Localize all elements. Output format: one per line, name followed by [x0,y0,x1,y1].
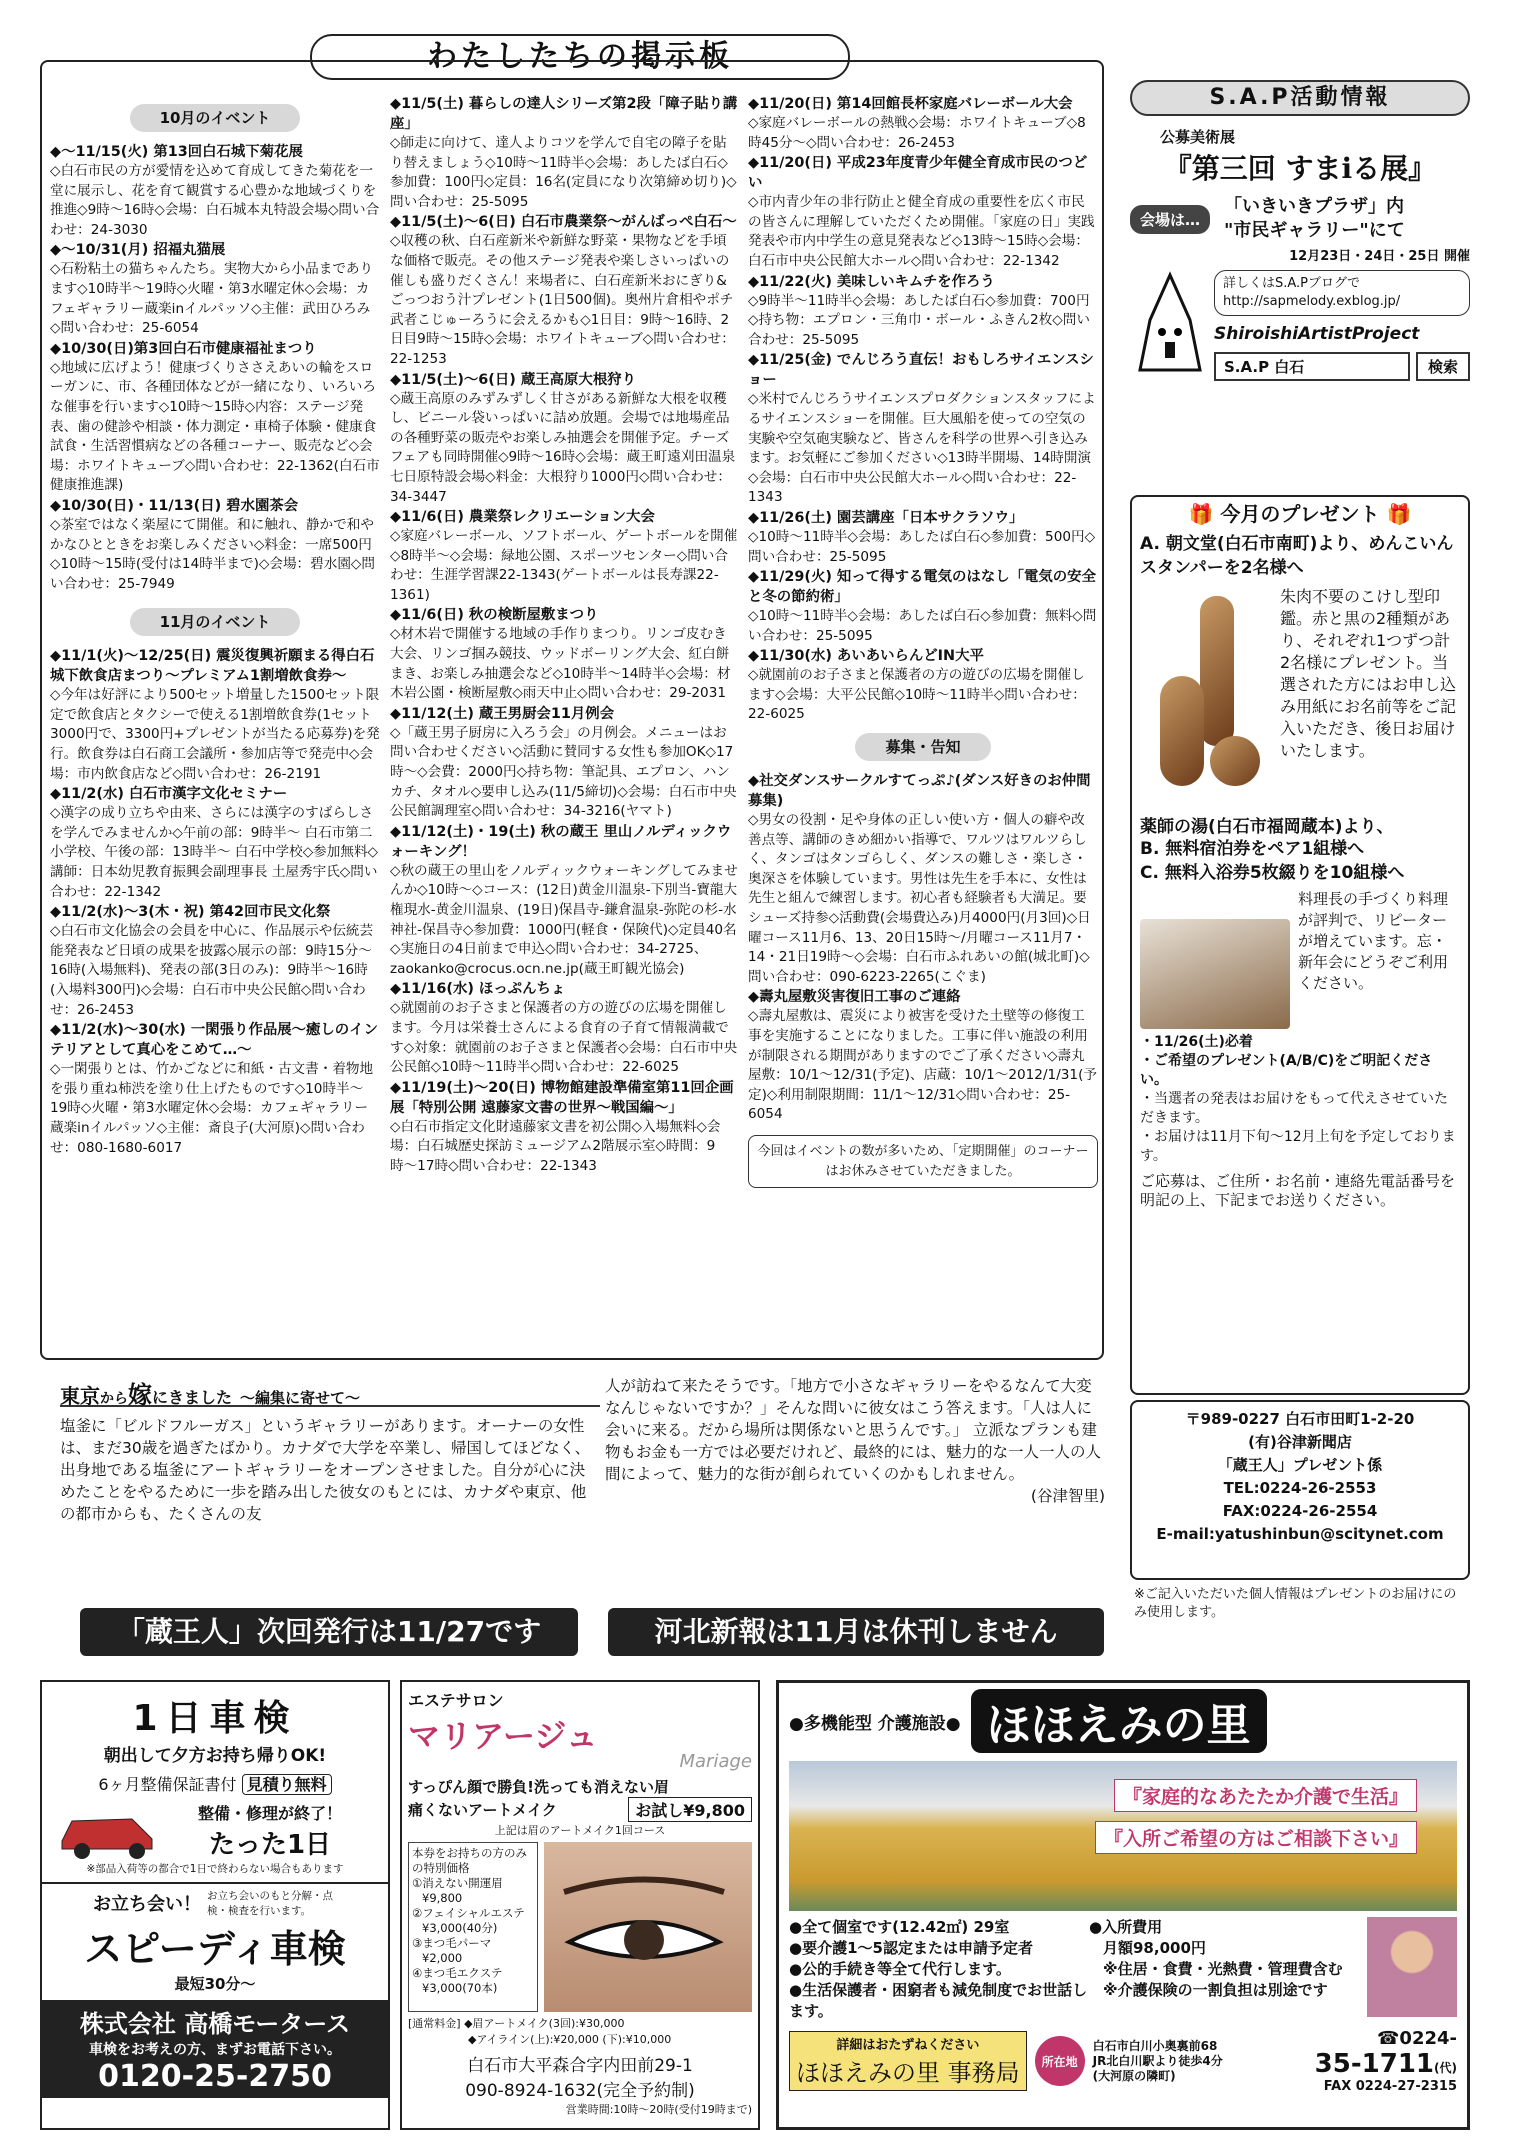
contact-email[interactable]: E-mail:yatushinbun@scitynet.com [1156,1525,1444,1543]
right-event [748,508,1098,567]
event-body: ◇米村でんじろうサイエンスプロダクションスタッフによるサイエンスショーを開催。巨大風船を使っての空気の実験や空気砲実験など、皆さんを科学の世界へ引き込みます。お気軽にご参加ください◇13時半開場、14時開演◇会場：白石市中央公民館大ホール◇問い合わせ：22-1343 [748,391,1096,506]
ad-mariage: エステサロン マリアージュ Mariage すっぴん顔で勝負!洗っても消えない眉 痛くないアートメイク お試し¥9,800 上記は眉のアートメイク1回コース 本券をお持ちの方のみの特別価格 ①消えない開運眉 ¥9,800 ②フェイシャルエステ ¥3,000(40分) ③まつ毛パーマ ¥2,000 ④まつ毛エクステ ¥3,000(70本) [通常料金] ◆眉アートメイク(3回):¥30,000 ◆アイライン(上):¥20,000 (下):¥10,000 白石市大平森合字内田前29-1 090-8924-1632(完全予約制) 営業時間:10時〜20時(受付19時まで) [400,1680,760,2130]
event-title: ◆〜11/15(火) 第13回白石城下菊花展 [50,144,303,160]
event-title: ◆11/2(水)〜30(水) 一閑張り作品展〜癒しのインテリアとして真心をこめて…〜 [50,1022,378,1059]
event-title: ◆11/29(火) 知って得する電気のはなし「電気の安全と冬の節約術」 [748,569,1096,606]
event-body: ◇地域に広げよう！健康づくりささえあいの輪をスローガンに、市、各種団体などが一緒になり、いろいろな催事を行います◇10時〜15時◇内容：ステージ発表、歯の健診や相談・体力測定・車椅子体験・健康食試食・生活習慣病などの各種コーナー、販売など◇会場：ホワイトキューブ◇問い合わせ：22-1362(白石市健康推進課) [50,359,380,494]
sap-blog-bubble: 詳しくはS.A.Pブログで http://sapmelody.exblog.jp/ [1214,270,1470,316]
november-event [50,784,380,902]
sap-search-field[interactable]: S.A.P 白石 [1214,352,1410,381]
sap-dates: 12月23日・24日・25日 開催 [1289,249,1470,264]
october-event [50,240,380,338]
kokeshi-stamp-image [1140,586,1280,806]
event-title: ◆11/12(土) 蔵王男厨会11月例会 [390,705,615,722]
october-event [50,339,380,496]
present-bc-body: 料理長の手づくり料理が評判で、リピーターが増えています。忘・新年会にどうぞご利用ください。 [1298,890,1449,992]
column-middle [390,94,740,1356]
present-bc-head: 薬師の湯(白石市福岡蔵本)より、 [1140,817,1394,837]
venue-line2: "市民ギャラリー"にて [1224,220,1405,241]
middle-event [390,212,740,369]
event-body: ◇壽丸屋敷は、震災により被害を受けた土壁等の修復工事を実施することになりました。工事に伴い施設の利用が制限される期間がありますのでご了承ください◇壽丸屋敷：10/1〜12/31(予定)、店蔵：10/1〜2012/1/31(予定)◇利用制限期間：11/1〜12/31◇問い合わせ：25-6054 [748,1008,1097,1123]
event-title: ◆11/20(日) 第14回館長杯家庭バレーボール大会 [748,96,1073,112]
facility-photo: 『家庭的なあたたか介護で生活』 『入所ご希望の方はご相談下さい』 [789,1761,1457,1911]
event-body: ◇男女の役割・足や身体の正しい使い方・個人の癖や改善点等、講師のきめ細かい指導で、ワルツはワルツらしく、タンゴはタンゴらしく、ダンスの難しさ・楽しさ・奥深さを体験しています。男性は先生を手本に、女性は先生と組んで練習します。初心者も経験者も大満足。要シューズ持参◇活動費(会場費込み)月4000円(月3回)◇日曜コース11月6、13、20日15時〜/月曜コース11月7・14・21日19時〜◇会場：白石市ふれあいの館(城北町)◇問い合わせ：090-6223-2265(こぐま) [748,812,1091,985]
event-body: ◇家庭バレーボールの熱戦◇会場：ホワイトキューブ◇8時45分〜◇問い合わせ：26-2453 [748,115,1086,151]
staff-image [1367,1917,1457,2017]
event-title: ◆11/22(火) 美味しいキムチを作ろう [748,273,995,290]
event-body: ◇漢字の成り立ちや由来、さらには漢字のすばらしさを学んでみませんか◇午前の部：9時半〜 白石市第二小学校、午後の部：13時半〜 白石中学校◇参加無料◇講師：日本幼児教育振興会副理事長 土屋秀宇氏◇問い合わせ：22-1342 [50,805,378,900]
event-body: ◇茶室ではなく楽屋にて開催。和に触れ、静かで和やかなひとときをお楽しみください◇料金：一席500円◇10時〜15時(受付は14時半まで)◇会場：碧水園◇問い合わせ：25-7949 [50,516,375,592]
present-deadline: ・11/26(土)必着 [1140,1034,1253,1050]
mariage-phone[interactable]: 090-8924-1632(完全予約制) [465,2081,695,2101]
event-title: ◆11/5(土) 暮らしの達人シリーズ第2段「障子貼り講座」 [390,96,738,132]
column-right [748,94,1098,1356]
present-box [1130,495,1470,1395]
event-title: ◆11/5(土)〜6(日) 白石市農業祭〜がんばっぺ白石〜 [390,214,737,231]
ad-hohoemi: ●多機能型 介護施設● ほほえみの里 『家庭的なあたたか介護で生活』 『入所ご希望の方はご相談下さい』 ●全て個室です(12.42㎡) 29室 ●要介護1〜5認定または申請予定者 ●公的手続き等全て代行します。 ●生活保護者・困窮者も減免制度でお世話します。 ●入所費用 月額98,000円 ※住居・食費・光熱費・管理費含む ※介護保険の一割負担は別途です 詳細はおたずねください ほほえみの里 事務局 所在地 白石市白川小奥裏前68 JR北白川駅より徒歩4分 (大河原の隣町) ☎0224- 35-1711(代) FAX 0224-27-2315 [776,1680,1470,2130]
notice-box: 今回はイベントの数が多いため、「定期開催」のコーナーはお休みさせていただきました。 [748,1135,1098,1188]
november-event [50,902,380,1020]
right-event [748,350,1098,508]
november-heading: 11月のイベント [50,608,380,636]
event-title: ◆10/30(日)第3回白石市健康福祉まつり [50,340,317,357]
november-event [50,646,380,784]
boshu-event [748,771,1098,987]
essay-title: 東京から嫁にきました 〜編集に寄せて〜 [60,1375,600,1407]
address-box: 〒989-0227 白石市田町1-2-20 (有)谷津新聞店 「蔵王人」プレゼント係 TEL:0224-26-2553 FAX:0224-26-2554 E-mail:yatushinbun@scitynet.com [1130,1400,1470,1580]
middle-event [390,1078,740,1177]
menu-list: 本券をお持ちの方のみの特別価格 ①消えない開運眉 ¥9,800 ②フェイシャルエステ ¥3,000(40分) ③まつ毛パーマ ¥2,000 ④まつ毛エクステ ¥3,000(70本) [408,1842,538,2012]
right-event [748,567,1098,646]
event-body: ◇白石市指定文化財遠藤家文書を初公開◇入場無料◇会場：白石城歴史探訪ミュージアム2階展示室◇時間：9時〜17時◇問い合わせ：22-1343 [390,1118,721,1174]
present-b: B. 無料宿泊券をペア1組様へ [1140,839,1365,859]
privacy-note: ※ご記入いただいた個人情報はプレゼントのお届けにのみ使用します。 [1134,1587,1457,1620]
event-body: ◇秋の蔵王の里山をノルディックウォーキングしてみませんか◇10時〜◇コース：(12日)黄金川温泉-下別当-寶龍大権現水-黄金川温泉、(19日)保昌寺-鎌倉温泉-弥陀の杉-水神社-保昌寺◇参加費：1000円(軽食・保険代)◇定員40名◇実施日の4日前まで申込◇問い合わせ：34-2725、zaokanko@crocus.ocn.ne.jp(蔵王町観光協会) [390,862,738,977]
hohoemi-phone[interactable]: 35-1711(代) [1314,2049,1457,2079]
right-event [748,646,1098,725]
event-title: ◆11/20(日) 平成23年度青少年健全育成市民のつどい [748,155,1088,192]
essay-right: 人が訪ねて来たそうです。「地方で小さなギャラリーをやるなんて大変なんじゃないですか？」そんな問いに彼女はこう答えます。「人は人に会いに来る。だから場所は関係ないと思うんです。」 立派なプランも建物もお金も一方では必要だけれど、最終的には、魅力的な一人一人の人間によって、魅力的な街が創られていくのかもしれません。 (谷津智里) [605,1377,1105,1505]
event-title: ◆社交ダンスサークルすてっぷ♪(ダンス好きのお仲間募集) [748,773,1091,810]
event-body: ◇市内青少年の非行防止と健全育成の重要性を広く市民の皆さんに理解していただくため開催。「家庭の日」実践発表や市内中学生の意見発表など◇13時〜15時◇会場：白石市中央公民館大ホール◇問い合わせ：22-1342 [748,194,1095,269]
gift-icon: 🎁 [1188,502,1214,526]
event-title: ◆11/12(土)・19(土) 秋の蔵王 里山ノルディックウォーキング！ [390,823,732,860]
kahoku-banner: 河北新報は11月は休刊しません [608,1608,1104,1656]
event-title: ◆11/19(土)〜20(日) 博物館建設準備室第11回企画展「特別公開 遠藤家文書の世界〜戦国編〜」 [390,1079,734,1116]
event-body: ◇石粉粘土の猫ちゃんたち。実物大から小品まであります◇10時半〜19時◇火曜・第3水曜定休◇会場：カフェギャラリー蔵楽inイルパッソ◇主催：武田ひろみ◇問い合わせ：25-6054 [50,261,374,337]
right-event [748,272,1098,351]
present-c: C. 無料入浴券5枚綴りを10組様へ [1140,863,1405,883]
shaken-phone[interactable]: 0120-25-2750 [98,2059,332,2094]
present-choose: ・ご希望のプレゼント(A/B/C)をご明記ください。 [1140,1053,1433,1088]
event-title: ◆11/6(日) 秋の検断屋敷まつり [390,607,599,624]
car-icon [52,1801,162,1861]
event-body: ◇師走に向けて、達人よりコツを学んで自宅の障子を貼り替えましょう◇10時〜11時半◇会場：あしたば白石◇参加費：100円◇定員：16名(定員になり次第締め切り)◇問い合わせ：25-5095 [390,135,737,210]
event-title: ◆11/30(水) あいあいらんどIN大平 [748,648,984,665]
event-body: ◇収穫の秋、白石産新米や新鮮な野菜・果物などを手頃な価格で販売。その他ステージ発表や楽しさいっぱいの催しも盛りだくさん！来場者に、白石産新米おにぎり&ごっつおう汁プレゼント(1日500個)。奥州片倉相やポチ武者こじゅーろうに会えるかも◇1日目：9時〜16時、2日目9時〜15時◇会場：ホワイトキューブ◇問い合わせ：22-1253 [390,233,735,367]
middle-event [390,507,740,605]
event-body: ◇家庭バレーボール、ソフトボール、ゲートボールを開催◇8時半〜◇会場：緑地公園、スポーツセンター◇問い合わせ：生涯学習課22-1343(ゲートボールは長寿課22-1361) [390,528,738,603]
sap-exhibit-title: 『第三回 すまiる展』 [1163,152,1437,185]
october-event [50,142,380,240]
boshu-heading: 募集・告知 [748,733,1098,761]
present-notice1: ・当選者の発表はお届けをもって代えさせていただきます。 [1140,1091,1448,1126]
sap-logo: ShiroishiArtistProject [1214,324,1420,344]
november-event [50,1020,380,1158]
event-body: ◇材木岩で開催する地域の手作りまつり。リンゴ皮むき大会、リンゴ掴み競技、ウッドボーリング大会、紅白餅まき、お楽しみ抽選会など◇10時半〜14時半◇会場：材木岩公園・検断屋敷◇雨天中止◇問い合わせ：29-2031 [390,626,731,702]
event-title: ◆11/25(金) でんじろう直伝！おもしろサイエンスショー [748,352,1094,389]
event-body: ◇9時半〜11時半◇会場：あしたば白石◇参加費：700円◇持ち物：エプロン・三角巾・ボール・ふきん2枚◇問い合わせ：25-5095 [748,292,1090,348]
event-body: ◇今年は好評により500セット増量した1500セット限定で飲食店とタクシーで使える1割増飲食券(1セット3000円で、3300円+プレゼントが当たる応募券)を発行。飲食券は白石商工会議所・参加店等で発売中◇会場：市内飲食店など◇問い合わせ：26-2191 [50,687,380,782]
event-title: ◆11/1(火)〜12/25(日) 震災復興祈願まる得白石城下飲食店まつり〜プレミアム1割増飲食券〜 [50,648,375,685]
october-heading: 10月のイベント [50,104,380,132]
gift-icon: 🎁 [1386,502,1412,526]
event-title: ◆〜10/31(月) 招福丸猫展 [50,242,226,259]
column-left [50,100,380,1355]
present-notice2: ・お届けは11月下旬〜12月上旬を予定しております。 [1140,1129,1456,1164]
sap-search-button[interactable]: 検索 [1416,352,1470,381]
present-header: 🎁 今月のプレゼント 🎁 [1188,502,1412,526]
next-issue-banner: 「蔵王人」次回発行は11/27です [80,1608,578,1656]
october-event [50,496,380,594]
present-a-body: 朱肉不要のこけし型印鑑。赤と黒の2種類があり、それぞれ1つずつ計2名様にプレゼント。当選された方にはお申し込み用紙にお名前等をご記入いただき、後日お届けいたします。 [1280,587,1457,760]
event-title: ◆壽丸屋敷災害復旧工事のご連絡 [748,989,961,1006]
venue-label: 会場は… [1130,205,1210,234]
sap-header: S.A.P活動情報 [1130,80,1470,116]
middle-event [390,704,740,822]
eye-image [544,1842,752,2012]
event-title: ◆11/5(土)〜6(日) 蔵王高原大根狩り [390,371,636,388]
venue-line1: 「いきいきプラザ」内 [1224,196,1405,217]
event-body: ◇就園前のお子さまと保護者の方の遊びの広場を開催します。今月は栄養士さんによる食育の子育て情報満載です◇対象：就園前のお子さまと保護者◇会場：白石市中央公民館◇10時〜11時半◇問い合わせ：22-6025 [390,1000,738,1076]
event-title: ◆10/30(日)・11/13(日) 碧水園茶会 [50,497,299,514]
event-title: ◆11/2(水)〜3(木・祝) 第42回市民文化祭 [50,904,331,921]
sap-exhibit-pre: 公募美術展 [1160,128,1236,146]
event-body: ◇蔵王高原のみずみずしく甘さがある新鮮な大根を収穫し、ビニール袋いっぱいに詰め放題。会場では地場産品の各種野菜の販売やお楽しみ抽選会を開催予定。チーズフェアも同時開催◇9時〜16時◇会場：蔵王町遠刈田温泉七日原特設会場◇料金：大根狩り1000円◇問い合わせ：34-3447 [390,390,736,505]
sap-box [1130,80,1470,460]
present-a-title: A. 朝文堂(白石市南町)より、めんこいんスタンパーを2名様へ [1140,534,1454,578]
event-body: ◇「蔵王男子厨房に入ろう会」の月例会。メニューはお問い合わせください◇活動に賛同する女性も参加OK◇17時〜◇会費：2000円◇持ち物：筆記具、エプロン、ハンカチ、タオル◇要申し込み(11/5締切)◇会場：白石市中央公民館調理室◇問い合わせ：34-3216(ヤマト) [390,724,737,820]
middle-event [390,605,740,703]
event-body: ◇一閑張りとは、竹かごなどに和紙・古文書・着物地を張り重ね柿渋を塗り仕上げたものです◇10時半〜19時◇火曜・第3水曜定休◇会場：カフェギャラリー蔵楽inイルパッソ◇主催：斎良子(大河原)◇問い合わせ：080-1680-6017 [50,1061,374,1156]
event-title: ◆11/26(土) 園芸講座「日本サクラソウ」 [748,509,1024,526]
event-body: ◇白石市民の方が愛情を込めて育成してきた菊花を一堂に展示し、花を育て観賞する心豊かな地域づくりを推進◇9時〜16時◇会場：白石城本丸特設会場◇問い合わせ：24-3030 [50,163,380,238]
event-title: ◆11/16(水) ほっぷんちょ [390,981,566,998]
event-body: ◇10時〜11時半◇会場：あしたば白石◇参加費：無料◇問い合わせ：25-5095 [748,608,1097,644]
middle-event [390,94,740,212]
event-body: ◇白石市文化協会の会員を中心に、作品展示や伝統芸能発表など日頃の成果を披露◇展示の部：9時15分〜16時(入場無料)、発表の部(3日のみ)：9時半〜16時(入場料300円)◇会場：白石市中央公民館◇問い合わせ：26-2453 [50,923,374,1018]
present-apply: ご応募は、ご住所・お名前・連絡先電話番号を明記の上、下記までお送りください。 [1140,1172,1456,1209]
essay-left: 塩釜に「ビルドフルーガス」というギャラリーがあります。オーナーの女性は、まだ30歳を過ぎたばかり。カナダで大学を卒業し、帰国してほどなく、出身地である塩釜にアートギャラリーをオープンさせました。自分が心に決めたことをやるために一歩を踏み出した彼女のもとには、カナダや東京、他の都市からも、たくさんの友 [60,1417,591,1523]
event-title: ◆11/2(水) 白石市漢字文化セミナー [50,786,288,803]
event-body: ◇10時〜11時半◇会場：あしたば白石◇参加費：500円◇問い合わせ：25-5095 [748,528,1096,565]
event-title: ◆11/6(日) 農業祭レクリエーション大会 [390,509,655,526]
sap-blog-link[interactable]: http://sapmelody.exblog.jp/ [1223,294,1401,309]
middle-event [390,979,740,1077]
middle-event [390,822,740,980]
middle-event [390,370,740,508]
right-event [748,94,1098,153]
ad-shaken: 1日車検 朝出して夕方お持ち帰りOK! 6ヶ月整備保証書付 見積り無料 整備・修理が終了！ たった1日 ※部品入荷等の都合で1日で終わらない場合もあります お立ち会い！ お立ち会いのもと分解・点検・検査を行います。 スピーディ車検 最短30分〜 株式会社 高橋モータース 車検をお考えの方、まずお電話下さい。 0120-25-2750 [40,1680,390,2130]
event-body: ◇就園前のお子さまと保護者の方の遊びの広場を開催します◇会場：大平公民館◇10時〜11時半◇問い合わせ：22-6025 [748,667,1086,723]
boshu-event [748,987,1098,1125]
cuisine-image [1140,919,1290,1029]
right-event [748,153,1098,271]
masthead-title: わたしたちの掲示板 [310,34,850,80]
sap-mascot-icon [1130,270,1210,380]
